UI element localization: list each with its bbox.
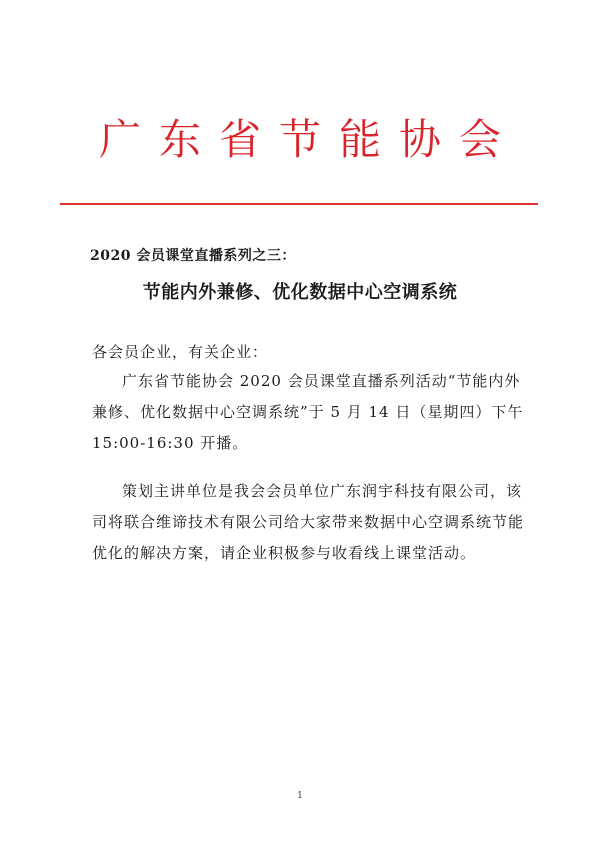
page-number: 1 xyxy=(297,791,303,801)
series-label: 2020 会员课堂直播系列之三： xyxy=(90,248,296,264)
document-title: 节能内外兼修、优化数据中心空调系统 xyxy=(142,282,458,303)
body-paragraph-2: 策划主讲单位是我会会员单位广东润宇科技有限公司，该司将联合维谛技术有限公司给大家带来数据中心空调系统节能优化的解决方案，请企业积极参与收看线上课堂活动。 xyxy=(92,482,525,562)
letterhead-divider xyxy=(60,203,538,205)
salutation: 各会员企业，有关企业： xyxy=(92,343,269,361)
letterhead-title: 广东省节能协会 xyxy=(98,115,519,164)
body-paragraph-1: 广东省节能协会 2020 会员课堂直播系列活动“节能内外兼修、优化数据中心空调系统”于 5 月 14 日（星期四）下午 15:00-16:30 开播。 xyxy=(92,372,524,452)
